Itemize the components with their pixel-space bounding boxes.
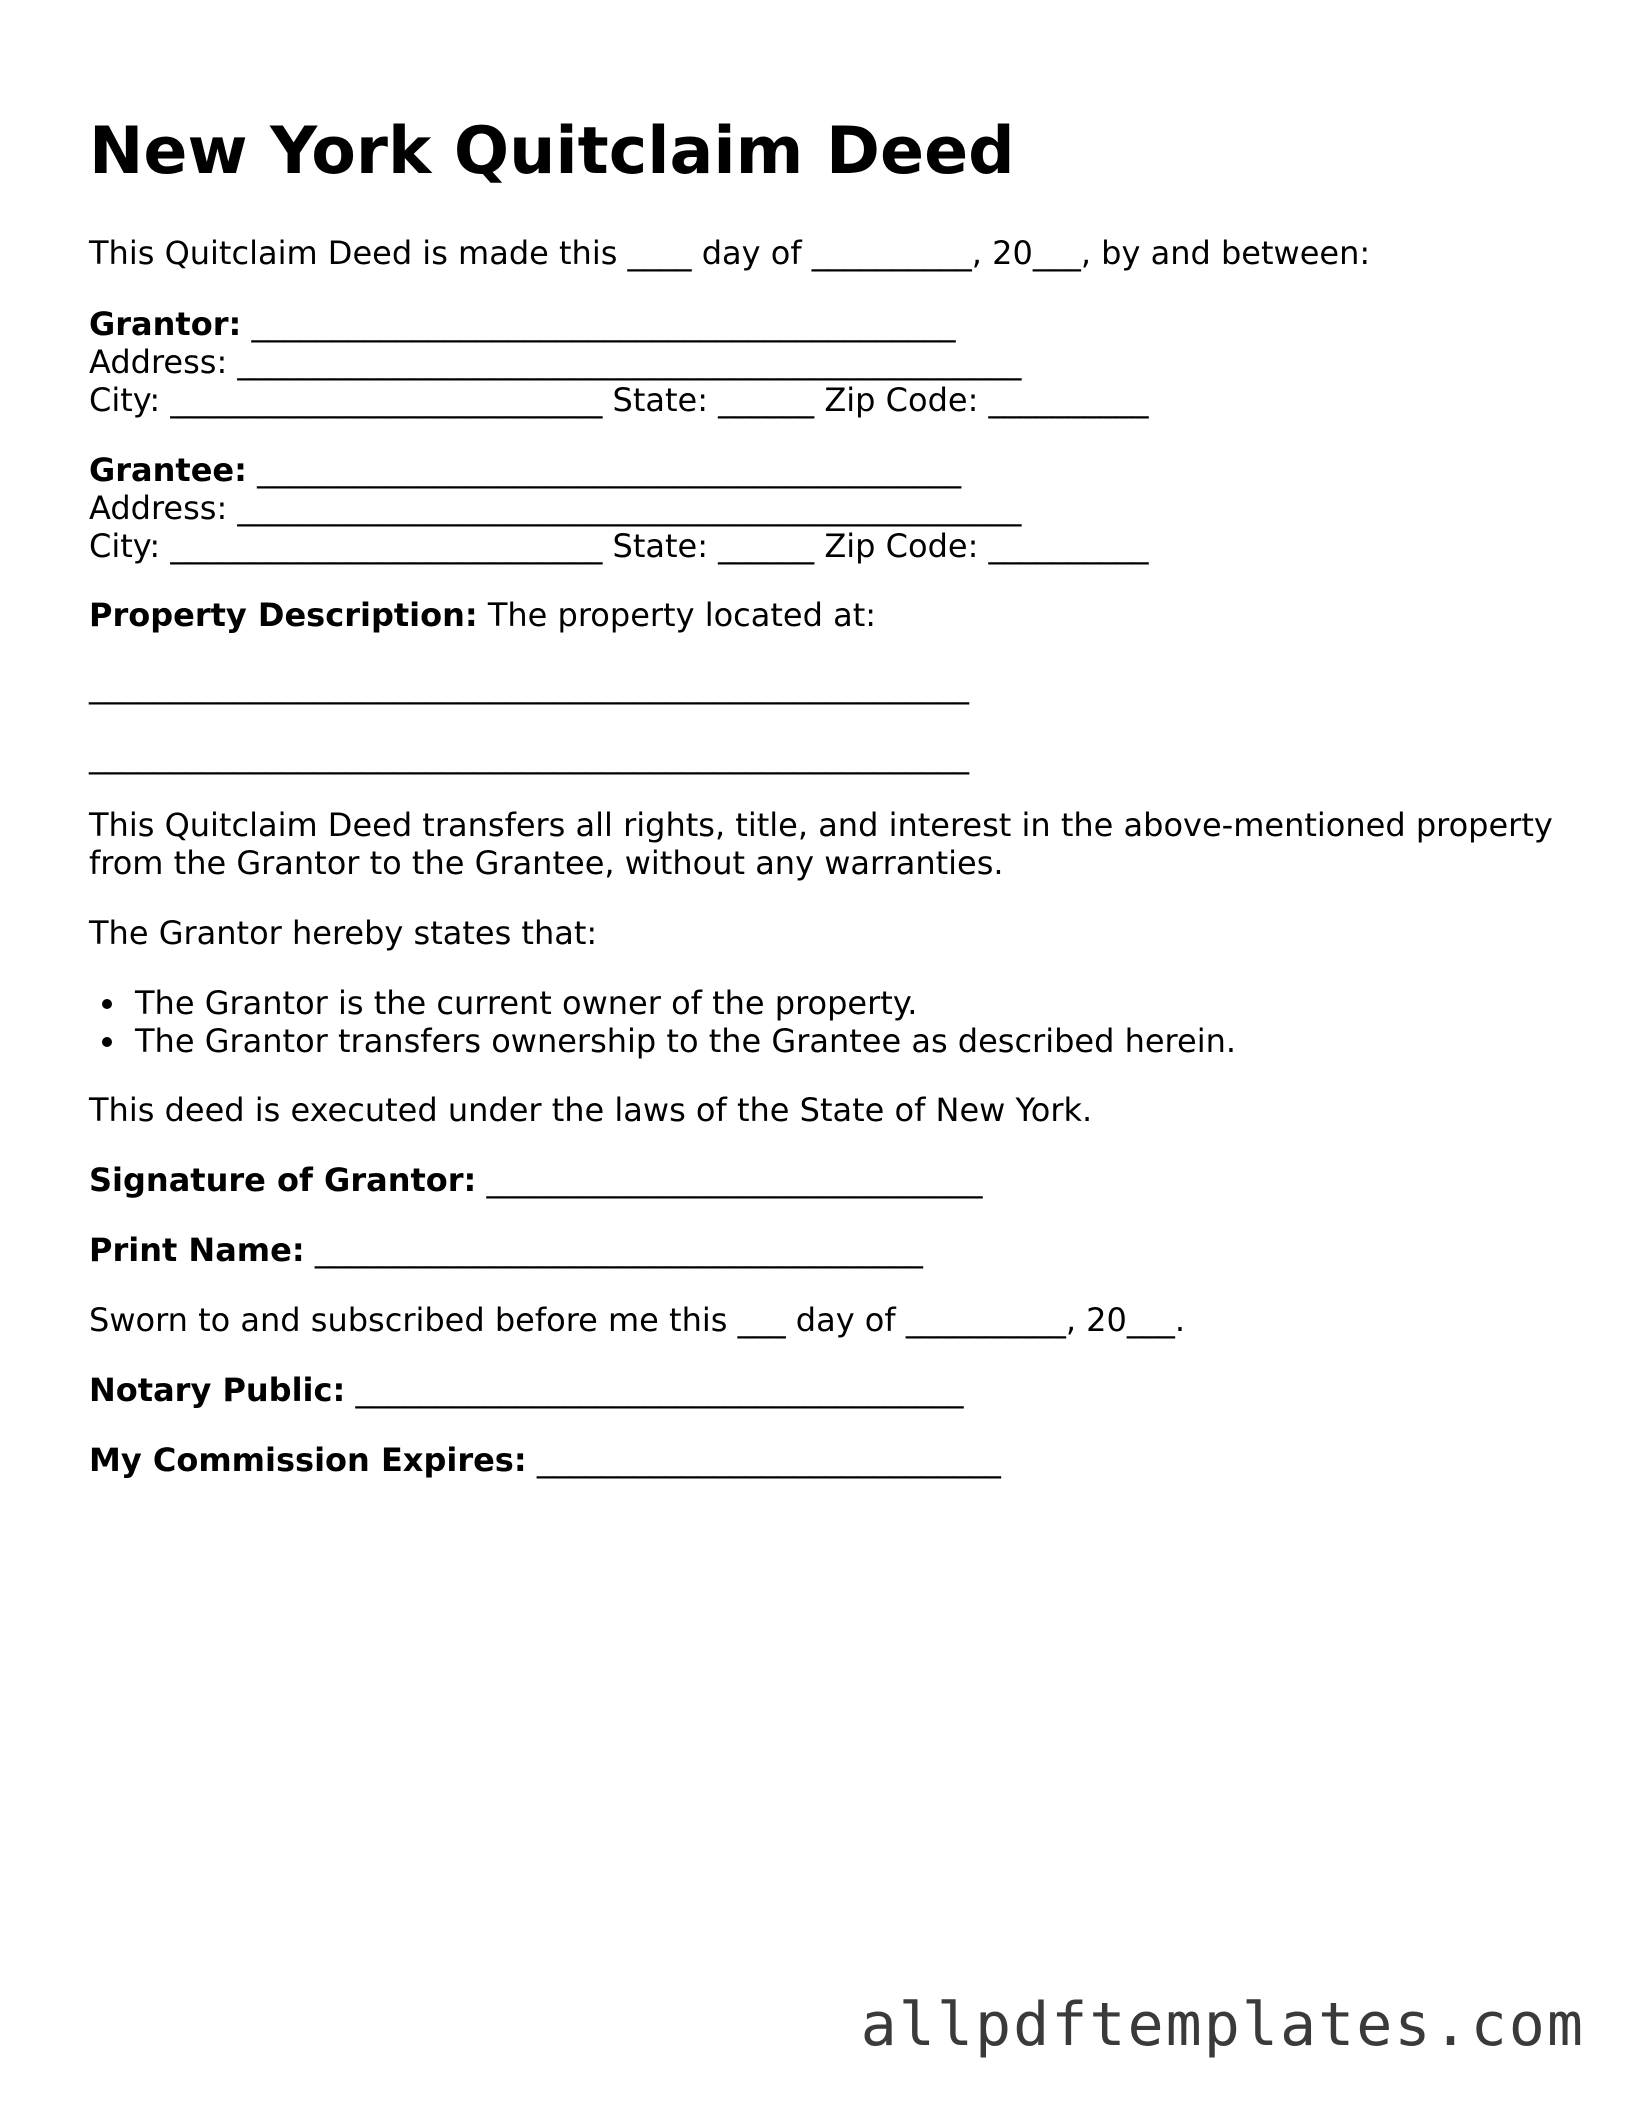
watermark: allpdftemplates.com (860, 1990, 1585, 2060)
commission-label: My Commission Expires: (89, 1441, 527, 1479)
grantor-label: Grantor: (89, 305, 242, 343)
commission-blank[interactable]: _____________________________ (526, 1441, 1001, 1479)
print-name-label: Print Name: (89, 1231, 305, 1269)
property-text: The property located at: (477, 596, 877, 634)
signature-line (89, 1161, 983, 1199)
notary-blank[interactable]: ______________________________________ (345, 1371, 964, 1409)
print-name-blank[interactable]: ______________________________________ (304, 1231, 923, 1269)
grantor-name-blank[interactable]: ____________________________________________ (241, 305, 956, 343)
bullet-icon (102, 999, 112, 1009)
bullet-icon (102, 1037, 112, 1047)
grantee-name-blank[interactable]: ____________________________________________ (246, 451, 962, 489)
property-description (89, 596, 876, 634)
property-label: Property Description: (89, 596, 478, 634)
transfer-paragraph-line-1: This Quitclaim Deed transfers all rights, title, and interest in the above-mentioned property (89, 806, 1553, 844)
statement-text: The Grantor transfers ownership to the Grantee as described herein. (135, 1022, 1237, 1060)
grantee-line (89, 451, 961, 489)
grantee-city-line[interactable]: City: ___________________________ State: ______ Zip Code: __________ (89, 527, 1149, 565)
sworn-statement[interactable]: Sworn to and subscribed before me this ___ day of __________, 20___. (89, 1301, 1186, 1339)
commission-line (89, 1441, 1001, 1479)
notary-line (89, 1371, 963, 1409)
property-blank-line-2[interactable]: _______________________________________________________ (89, 737, 969, 775)
statement-list-item (135, 984, 917, 1022)
laws-statement: This deed is executed under the laws of the State of New York. (89, 1091, 1093, 1129)
statement-list-item (135, 1022, 1236, 1060)
grantor-line (89, 305, 955, 343)
grantor-city-line[interactable]: City: ___________________________ State: ______ Zip Code: __________ (89, 381, 1149, 419)
notary-label: Notary Public: (89, 1371, 346, 1409)
signature-label: Signature of Grantor: (89, 1161, 477, 1199)
document-title: New York Quitclaim Deed (89, 114, 1015, 189)
intro-line: This Quitclaim Deed is made this ____ day of __________, 20___, by and between: (89, 234, 1371, 272)
grantor-address-line[interactable]: Address: _________________________________________________ (89, 343, 1022, 381)
print-name-line (89, 1231, 923, 1269)
grantee-address-line[interactable]: Address: _________________________________________________ (89, 489, 1022, 527)
statement-text: The Grantor is the current owner of the property. (135, 984, 918, 1022)
grantor-states-intro: The Grantor hereby states that: (89, 914, 598, 952)
transfer-paragraph-line-2: from the Grantor to the Grantee, without any warranties. (89, 844, 1004, 882)
signature-blank[interactable]: _______________________________ (476, 1161, 983, 1199)
property-blank-line-1[interactable]: _______________________________________________________ (89, 667, 969, 705)
grantee-label: Grantee: (89, 451, 247, 489)
